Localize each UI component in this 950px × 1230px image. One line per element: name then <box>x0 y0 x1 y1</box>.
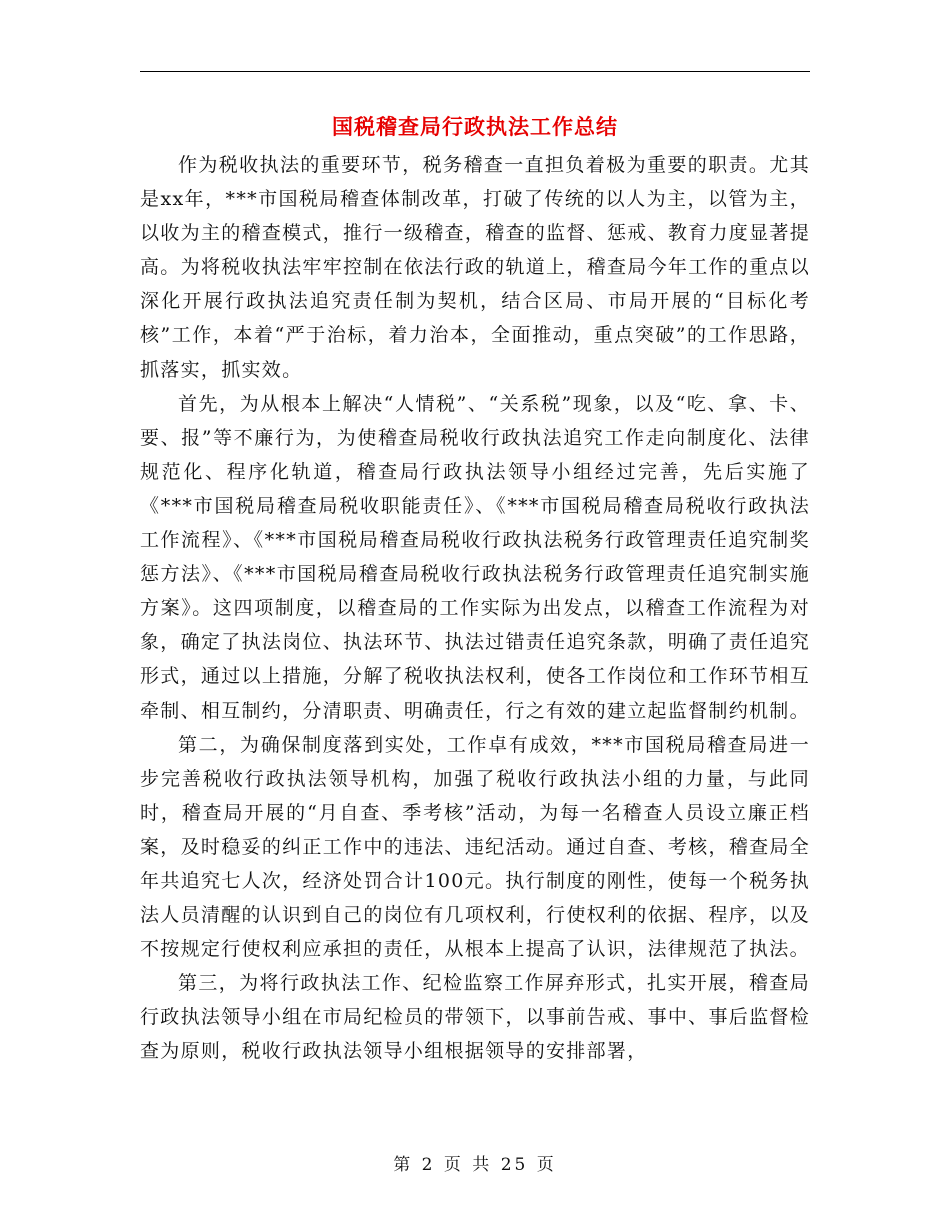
paragraph-third: 第三，为将行政执法工作、纪检监察工作屏弃形式，扎实开展，稽查局行政执法领导小组在市局纪检员的带领下，以事前告戒、事中、事后监督检查为原则，税收行政执法领导小组根据领导的安排部署， <box>140 972 810 1063</box>
page-number-footer: 第 2 页 共 25 页 <box>393 1155 557 1175</box>
paragraph-first: 首先，为从根本上解决“人情税”、“关系税”现象，以及“吃、拿、卡、要、报”等不廉行为，为使稽查局税收行政执法追究工作走向制度化、法律规范化、程序化轨道，稽查局行政执法领导小组经过完善，先后实施了《***市国税局稽查局税收职能责任》、《***市国税局稽查局税收行政执法工作流程》、《***市国税局稽查局税收行政执法税务行政管理责任追究制奖惩方法》、《***市国税局稽查局税收行政执法税务行政管理责任追究制实施方案》。这四项制度，以稽查局的工作实际为出发点，以稽查工作流程为对象，确定了执法岗位、执法环节、执法过错责任追究条款，明确了责任追究形式，通过以上措施，分解了税收执法权利，使各工作岗位和工作环节相互牵制、相互制约，分清职责、明确责任，行之有效的建立起监督制约机制。 <box>140 392 810 722</box>
document-title: 国税稽查局行政执法工作总结 <box>332 114 618 139</box>
header-rule <box>140 71 810 72</box>
paragraph-second: 第二，为确保制度落到实处，工作卓有成效，***市国税局稽查局进一步完善税收行政执法领导机构，加强了税收行政执法小组的力量，与此同时，稽查局开展的“月自查、季考核”活动，为每一名稽查人员设立廉正档案，及时稳妥的纠正工作中的违法、违纪活动。通过自查、考核，稽查局全年共追究七人次，经济处罚合计100元。执行制度的刚性，使每一个税务执法人员清醒的认识到自己的岗位有几项权利，行使权利的依据、程序，以及不按规定行使权利应承担的责任，从根本上提高了认识，法律规范了执法。 <box>140 733 810 961</box>
document-body <box>140 148 810 1069</box>
paragraph-intro: 作为税收执法的重要环节，税务稽查一直担负着极为重要的职责。尤其是xx年，***市国税局稽查体制改革，打破了传统的以人为主，以管为主，以收为主的稽查模式，推行一级稽查，稽查的监督、惩戒、教育力度显著提高。为将税收执法牢牢控制在依法行政的轨道上，稽查局今年工作的重点以深化开展行政执法追究责任制为契机，结合区局、市局开展的“目标化考核”工作，本着“严于治标，着力治本，全面推动，重点突破”的工作思路，抓落实，抓实效。 <box>140 154 810 381</box>
